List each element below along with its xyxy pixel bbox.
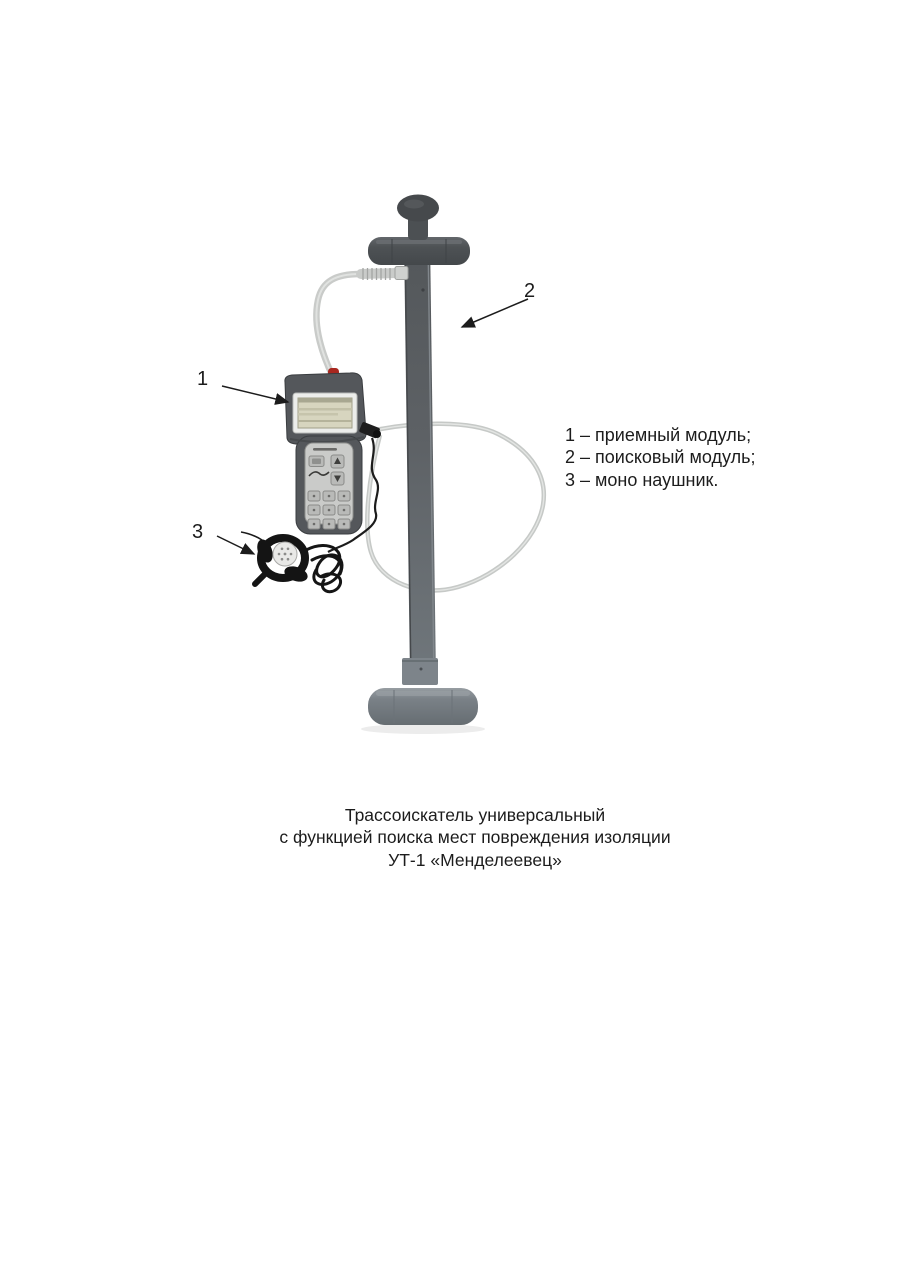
loop-cable <box>367 424 544 591</box>
mono-earphone <box>241 532 310 584</box>
receiver-display <box>293 393 357 433</box>
device-photo-illustration <box>150 180 600 740</box>
callout-number-3: 3 <box>192 521 204 543</box>
brand-marking <box>313 448 337 451</box>
callout-arrow-3 <box>217 536 254 554</box>
coil-ridges <box>363 268 390 280</box>
receiver-keypad <box>305 443 353 529</box>
pole-joint-sleeve <box>402 658 438 685</box>
callout-arrow-1 <box>222 386 288 402</box>
figure-caption <box>50 804 900 871</box>
figure-legend <box>565 424 755 491</box>
pole-screw <box>421 288 424 291</box>
pole-top-handle <box>368 237 470 265</box>
earphone-wire-bundle <box>306 545 342 591</box>
keypad-grid <box>308 491 350 529</box>
coiled-connector-cable <box>316 267 408 378</box>
caption-line-1: Трассоискатель универсальный <box>344 805 606 825</box>
callout-number-1: 1 <box>197 368 209 390</box>
earphone-speaker <box>273 542 297 566</box>
pole-foot <box>368 688 478 725</box>
legend-line-2: 2 – поисковый модуль; <box>565 447 756 468</box>
ground-shadow <box>361 724 485 734</box>
caption-line-3: УТ-1 «Менделеевец» <box>388 849 562 870</box>
device-photo-figure <box>150 180 600 740</box>
callout-arrow-2 <box>462 299 528 327</box>
caption-line-2: с функцией поиска мест повреждения изоляции <box>279 827 671 848</box>
cable-plug <box>395 267 408 280</box>
pole-knob <box>397 195 439 241</box>
callout-number-2: 2 <box>524 280 536 302</box>
legend-line-3: 3 – моно наушник. <box>565 469 719 490</box>
legend-line-1: 1 – приемный модуль; <box>565 425 752 445</box>
